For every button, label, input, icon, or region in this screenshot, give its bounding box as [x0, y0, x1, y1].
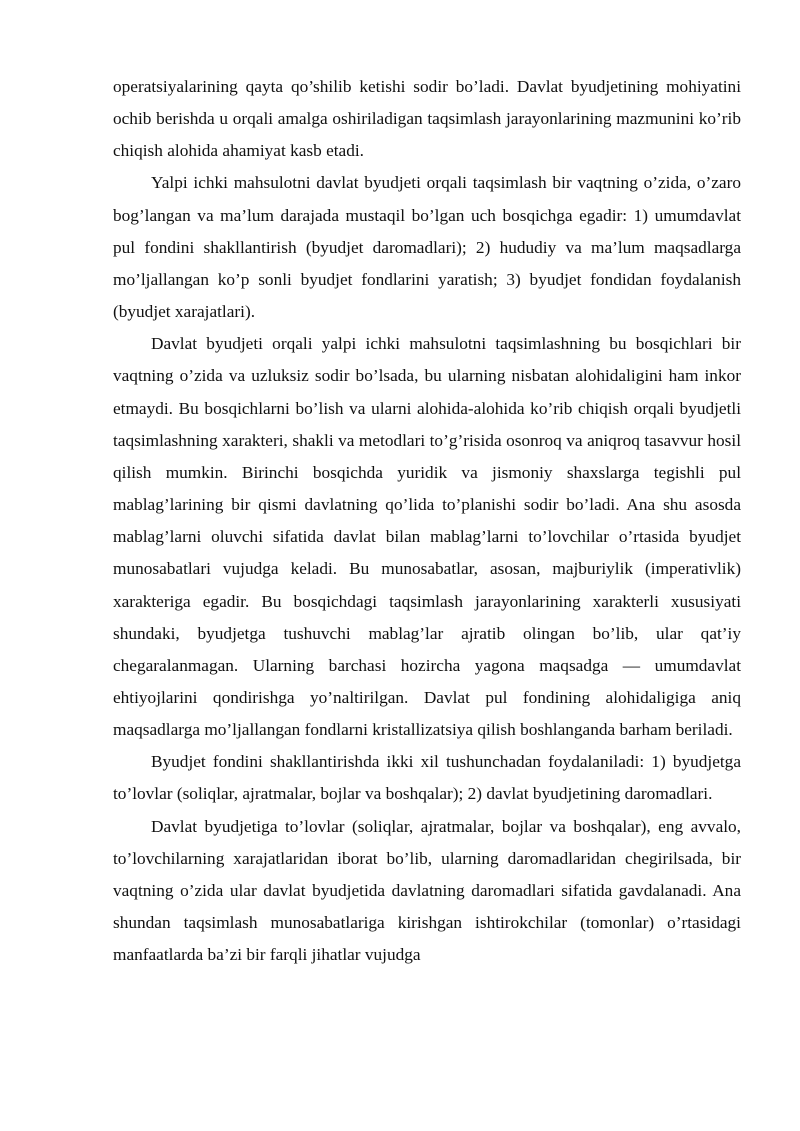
paragraph-budget-stages-analysis: Davlat byudjeti orqali yalpi ichki mahsulotni taqsimlashning bu bosqichlari bir vaqtning o’zida va uzluksiz sodir bo’lsada, bu ularning nisbatan alohidaligini ham inkor etmaydi. Bu bosqichlarni bo’lish va ularni alohida-alohida ko’rib chiqish orqali byudjetli taqsimlashning xarakteri, shakli va metodlari to’g’risida osonroq va aniqroq tasavvur hosil qilish mumkin. Birinchi bosqichda yuridik va jismoniy shaxslarga tegishli pul mablag’larining bir qismi davlatning qo’lida to’planishi sodir bo’ladi. Ana shu asosda mablag’larni oluvchi sifatida davlat bilan mablag’larni to’lovchilar o’rtasida byudjet munosabatlari vujudga keladi. Bu munosabatlar, asosan, majburiylik (imperativlik) xarakteriga egadir. Bu bosqichdagi taqsimlash jarayonlarining xarakterli xususiyati shundaki, byudjetga tushuvchi mablag’lar ajratib olingan bo’lib, ular qat’iy chegaralanmagan. Ularning barchasi hozircha yagona maqsadga — umumdavlat ehtiyojlarini qondirishga yo’naltirilgan. Davlat pul fondining alohidaligiga aniq maqsadlarga mo’ljallangan fondlarni kristallizatsiya qilish boshlanganda barham beriladi.: [113, 334, 741, 740]
paragraph-budget-payments: Davlat byudjetiga to’lovlar (soliqlar, ajratmalar, bojlar va boshqalar), eng avvalo, to’lovchilarning xarajatlaridan iborat bo’lib, ularning daromadlaridan chegirilsada, bir vaqtning o’zida ular davlat byudjetida davlatning daromadlari sifatida gavdalanadi. Ana shundan taqsimlash munosabatlariga kirishgan ishtirokchilar (tomonlar) o’rtasidagi manfaatlarda ba’zi bir farqli jihatlar vujudga: [113, 816, 741, 965]
paragraph-continuation: operatsiyalarining qayta qo’shilib ketishi sodir bo’ladi. Davlat byudjetining mohiyatini ochib berishda u orqali amalga oshiriladigan taqsimlash jarayonlarining mazmunini ko’rib chiqish alohida ahamiyat kasb etadi.: [113, 77, 741, 161]
paragraph-gdp-distribution-stages: Yalpi ichki mahsulotni davlat byudjeti orqali taqsimlash bir vaqtning o’zida, o’zaro bog’langan va ma’lum darajada mustaqil bo’lgan uch bosqichga egadir: 1) umumdavlat pul fondini shakllantirish (byudjet daromadlari); 2) hududiy va ma’lum maqsadlarga mo’ljallangan ko’p sonli byudjet fondlarini yaratish; 3) byudjet fondidan foydalanish (byudjet xarajatlari).: [113, 173, 741, 322]
paragraph-budget-fund-concepts: Byudjet fondini shakllantirishda ikki xil tushunchadan foydalaniladi: 1) byudjetga to’lovlar (soliqlar, ajratmalar, bojlar va boshqalar); 2) davlat byudjetining daromadlari.: [113, 752, 741, 804]
body-text: [113, 71, 741, 971]
